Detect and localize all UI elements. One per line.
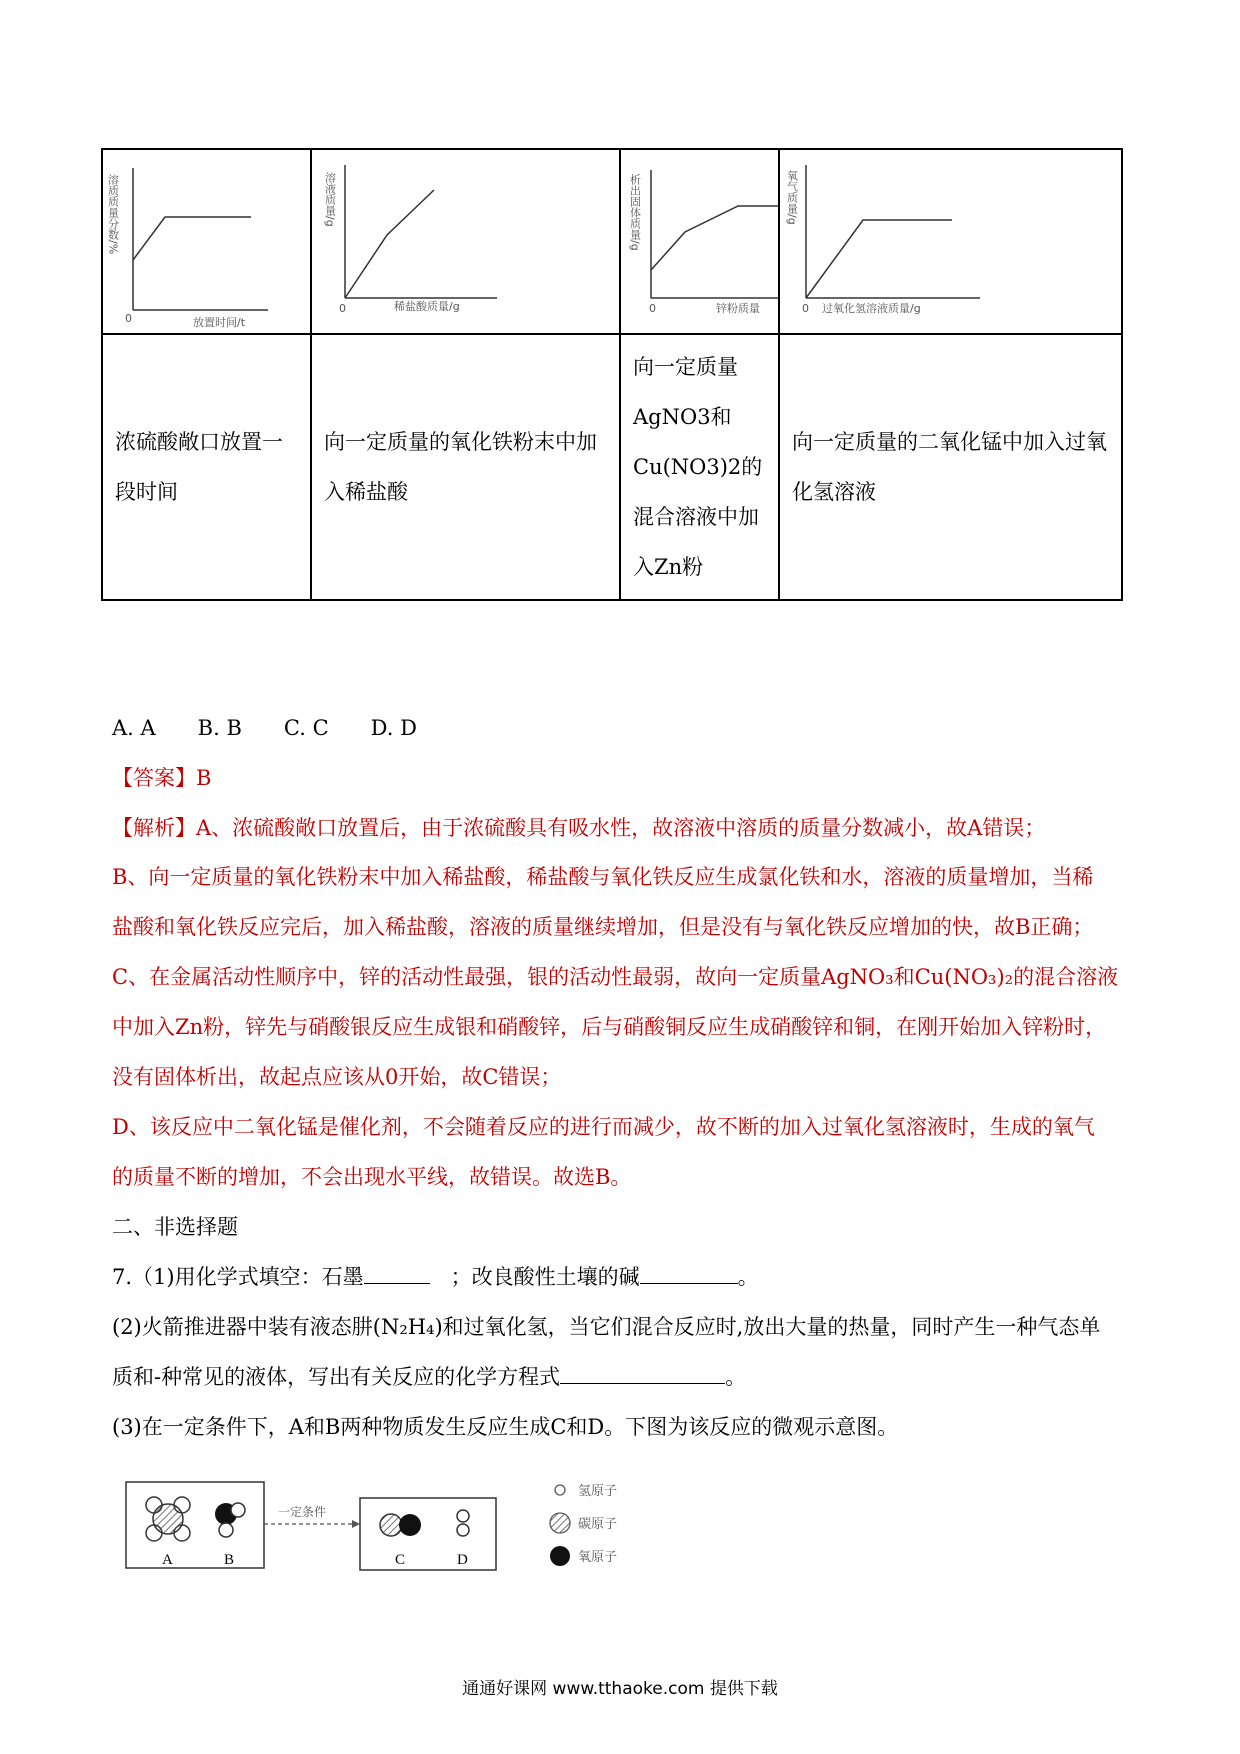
legend-oxygen: 氧原子 <box>578 1550 618 1565</box>
q7-p1-text-a: 7.（1)用化学式填空：石墨 <box>112 1265 364 1289</box>
graph-a-origin: 0 <box>125 312 132 325</box>
graph-d-origin: 0 <box>802 302 809 315</box>
option-table <box>101 148 1123 601</box>
analysis-label: 【解析】 <box>112 816 196 840</box>
graph-a-ylabel: 溶质质量分数/% <box>106 174 120 255</box>
analysis-line-3: 盐酸和氧化铁反应完后，加入稀盐酸，溶液的质量继续增加，但是没有与氧化铁反应增加的快，故B正确； <box>112 915 1094 939</box>
analysis-line-2: B、向一定质量的氧化铁粉末中加入稀盐酸，稀盐酸与氧化铁反应生成氯化铁和水，溶液的质量增加，当稀 <box>112 865 1094 889</box>
q7-p1-text-b: ；改良酸性土壤的碱 <box>450 1265 640 1289</box>
desc-d <box>779 334 1122 600</box>
answer-blank-base[interactable] <box>640 1263 738 1284</box>
graph-a-xlabel: 放置时间/t <box>193 316 246 329</box>
label-c: C <box>395 1552 406 1568</box>
analysis-line-1 <box>112 813 1045 843</box>
label-a: A <box>162 1552 173 1568</box>
choices: A. A B. B C. C D. D <box>112 716 417 740</box>
answer-blank-graphite[interactable] <box>364 1263 430 1284</box>
legend-hydrogen: 氢原子 <box>578 1484 618 1499</box>
q7-part3: (3)在一定条件下，A和B两种物质发生反应生成C和D。下图为该反应的微观示意图。 <box>112 1415 899 1439</box>
legend-carbon: 碳原子 <box>578 1517 618 1532</box>
graph-d-xlabel: 过氧化氢溶液质量/g <box>822 302 921 315</box>
answer-label: 【答案】 <box>112 766 196 790</box>
answer-value: B <box>196 766 212 790</box>
answer-blank-equation[interactable] <box>560 1363 725 1384</box>
desc-a-text: 浓硫酸敞口放置一段时间 <box>115 430 283 504</box>
graph-d-ylabel: 氧气质量/g <box>785 170 799 225</box>
graph-b-ylabel: 溶液质量/g <box>323 172 337 227</box>
desc-a <box>102 334 311 600</box>
graph-c-origin: 0 <box>649 302 656 315</box>
q7-part1 <box>112 1262 759 1292</box>
q7-part2-line2 <box>112 1362 746 1392</box>
label-d: D <box>457 1552 468 1568</box>
graph-a <box>103 150 310 333</box>
desc-d-text: 向一定质量的二氧化锰中加入过氧化氢溶液 <box>792 430 1107 504</box>
q7-p2-text-b: 质和-种常见的液体，写出有关反应的化学方程式 <box>112 1365 561 1389</box>
label-b: B <box>224 1552 235 1568</box>
graph-b-xlabel: 稀盐酸质量/g <box>394 300 460 313</box>
desc-b-text: 向一定质量的氧化铁粉末中加入稀盐酸 <box>324 430 597 504</box>
condition-label: 一定条件 <box>278 1505 327 1519</box>
graph-cell-d <box>779 149 1122 334</box>
graph-cell-b <box>311 149 620 334</box>
graph-b <box>312 150 619 333</box>
graph-c-ylabel: 析出固体质量/g <box>628 174 642 251</box>
graph-d <box>780 150 1121 333</box>
page-footer: 通通好课网 www.tthaoke.com 提供下载 <box>462 1679 778 1699</box>
graph-cell-c <box>620 149 779 334</box>
analysis-line-4: C、在金属活动性顺序中，锌的活动性最强，银的活动性最弱，故向一定质量AgNO₃和Cu(NO₃)₂的混合溶液 <box>112 965 1119 989</box>
q7-p1-text-c: 。 <box>737 1265 759 1289</box>
analysis-line-6: 没有固体析出，故起点应该从0开始，故C错误； <box>112 1065 562 1089</box>
q7-p2-text-c: 。 <box>725 1365 747 1389</box>
q7-part2-line1: (2)火箭推进器中装有液态肼(N₂H₄)和过氧化氢，当它们混合反应时,放出大量的热量，同时产生一种气态单 <box>112 1315 1101 1339</box>
graph-b-origin: 0 <box>339 302 346 315</box>
analysis-line-7: D、该反应中二氧化锰是催化剂，不会随着反应的进行而减少，故不断的加入过氧化氢溶液时，生成的氧气 <box>112 1115 1095 1139</box>
graph-cell-a <box>102 149 311 334</box>
analysis-line-8: 的质量不断的增加，不会出现水平线，故错误。故选B。 <box>112 1165 632 1189</box>
analysis-text-1: A、浓硫酸敞口放置后，由于浓硫酸具有吸水性，故溶液中溶质的质量分数减小，故A错误； <box>196 816 1046 840</box>
analysis-line-5: 中加入Zn粉，锌先与硝酸银反应生成银和硝酸锌，后与硝酸铜反应生成硝酸锌和铜，在刚开始加入锌粉时， <box>112 1015 1107 1039</box>
reaction-diagram <box>120 1470 640 1580</box>
graph-c <box>621 150 778 333</box>
section-heading: 二、非选择题 <box>112 1215 238 1239</box>
desc-c-text: 向一定质量AgNO3和Cu(NO3)2的混合溶液中加入Zn粉 <box>633 355 763 579</box>
desc-b <box>311 334 620 600</box>
desc-c <box>620 334 779 600</box>
graph-c-xlabel: 锌粉质量 <box>716 302 760 315</box>
answer <box>112 763 211 793</box>
